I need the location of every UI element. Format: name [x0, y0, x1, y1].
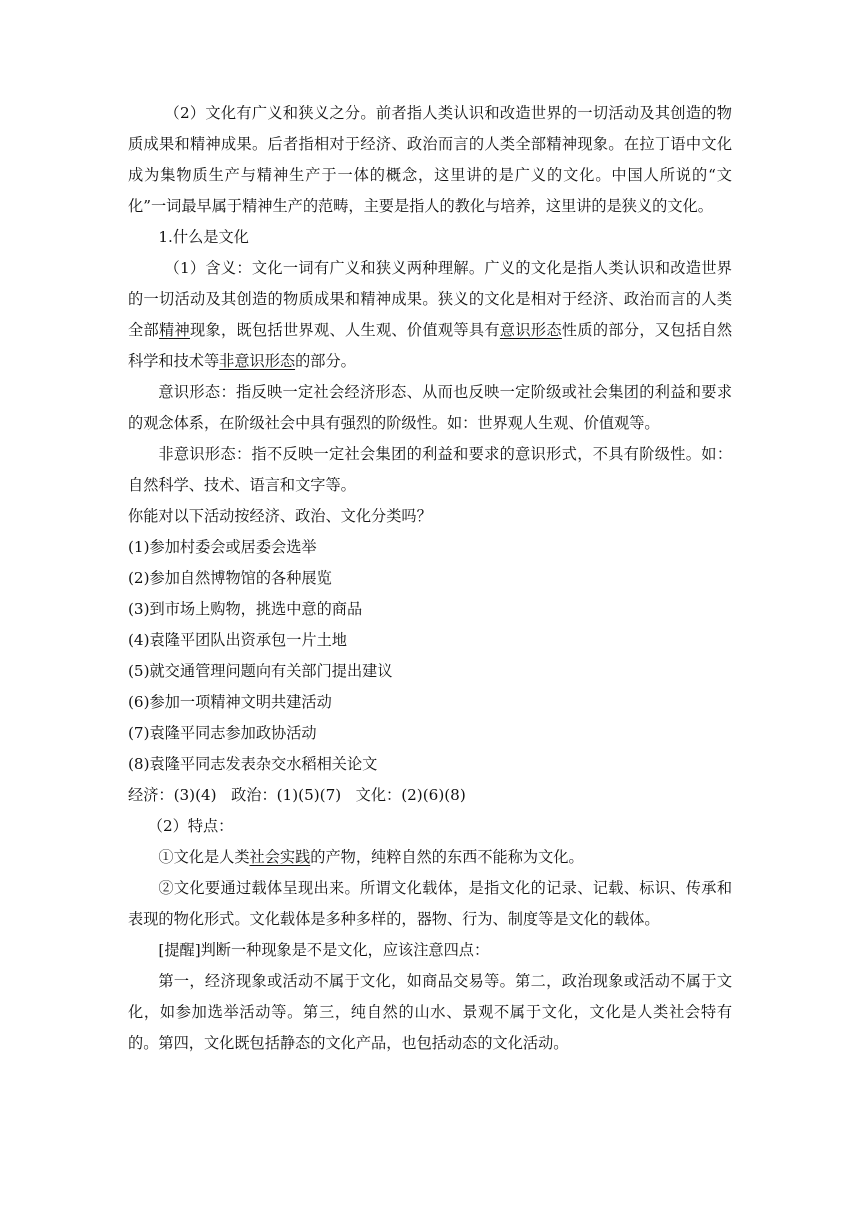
list-item: (4)袁隆平团队出资承包一片土地: [128, 631, 347, 649]
paragraph-ideology: 意识形态：指反映一定社会经济形态、从而也反映一定阶级或社会集团的利益和要求的观念体系，在阶级社会中具有强烈的阶级性。如：世界观人生观、价值观等。: [128, 383, 732, 432]
list-item: (8)袁隆平同志发表杂交水稻相关论文: [128, 755, 378, 773]
answer-text: 经济：(3)(4) 政治：(1)(5)(7) 文化：(2)(6)(8): [128, 786, 466, 804]
list-item: (5)就交通管理问题向有关部门提出建议: [128, 662, 393, 680]
paragraph-reminder: [提醒]判断一种现象是不是文化，应该注意四点：: [158, 941, 490, 959]
feature1-text-a: ①文化是人类: [158, 848, 250, 866]
paragraph-feature-2: ②文化要通过载体呈现出来。所谓文化载体，是指文化的记录、记载、标识、传承和表现的物化形式。文化载体是多种多样的，器物、行为、制度等是文化的载体。: [128, 879, 732, 928]
underlined-term-spirit: 精神: [159, 321, 190, 339]
list-item: (7)袁隆平同志参加政协活动: [128, 724, 317, 742]
definition-text-a: （1）含义：文化一词有广义和狭义两种理解。广义的文化是指人类认识和改造世界的一切活动及其创造的物质成果和精神成果。狭义的文化是相对于经济、政治而言的人类全部: [128, 259, 732, 339]
paragraph-definition: [128, 253, 732, 377]
underlined-term-non-ideology: 非意识形态: [219, 352, 296, 370]
feature1-text-b: 的产物，纯粹自然的东西不能称为文化。: [310, 848, 584, 866]
document-body: [128, 98, 732, 1059]
underlined-term-social-practice: 社会实践: [249, 848, 311, 866]
question-text: 你能对以下活动按经济、政治、文化分类吗？: [128, 507, 432, 525]
definition-text-b: 现象，既包括世界观、人生观、价值观等具有: [190, 321, 500, 339]
list-item: (2)参加自然博物馆的各种展览: [128, 569, 332, 587]
paragraph-feature-1: [128, 842, 732, 873]
definition-text-d: 的部分。: [295, 352, 356, 370]
list-item: (1)参加村委会或居委会选举: [128, 538, 317, 556]
definition-text-c: 性质的部分，又包括自然科学和技术等: [128, 321, 733, 370]
paragraph-non-ideology: 非意识形态：指不反映一定社会集团的利益和要求的意识形式，不具有阶级性。如：自然科学、技术、语言和文字等。: [128, 445, 732, 494]
underlined-term-ideology: 意识形态: [499, 321, 562, 339]
paragraph-broad-narrow-culture: （2）文化有广义和狭义之分。前者指人类认识和改造世界的一切活动及其创造的物质成果和精神成果。后者指相对于经济、政治而言的人类全部精神现象。在拉丁语中文化成为集物质生产与精神生产于一体的概念，这里讲的是广义的文化。中国人所说的“文化”一词最早属于精神生产的范畴，主要是指人的教化与培养，这里讲的是狭义的文化。: [128, 104, 732, 215]
list-item: (6)参加一项精神文明共建活动: [128, 693, 332, 711]
list-item: (3)到市场上购物，挑选中意的商品: [128, 600, 363, 618]
heading-features: （2）特点：: [147, 817, 234, 835]
paragraph-four-points: 第一，经济现象或活动不属于文化，如商品交易等。第二，政治现象或活动不属于文化，如参加选举活动等。第三，纯自然的山水、景观不属于文化，文化是人类社会特有的。第四，文化既包括静态的文化产品，也包括动态的文化活动。: [128, 972, 732, 1052]
heading-what-is-culture: 1.什么是文化: [158, 228, 249, 246]
